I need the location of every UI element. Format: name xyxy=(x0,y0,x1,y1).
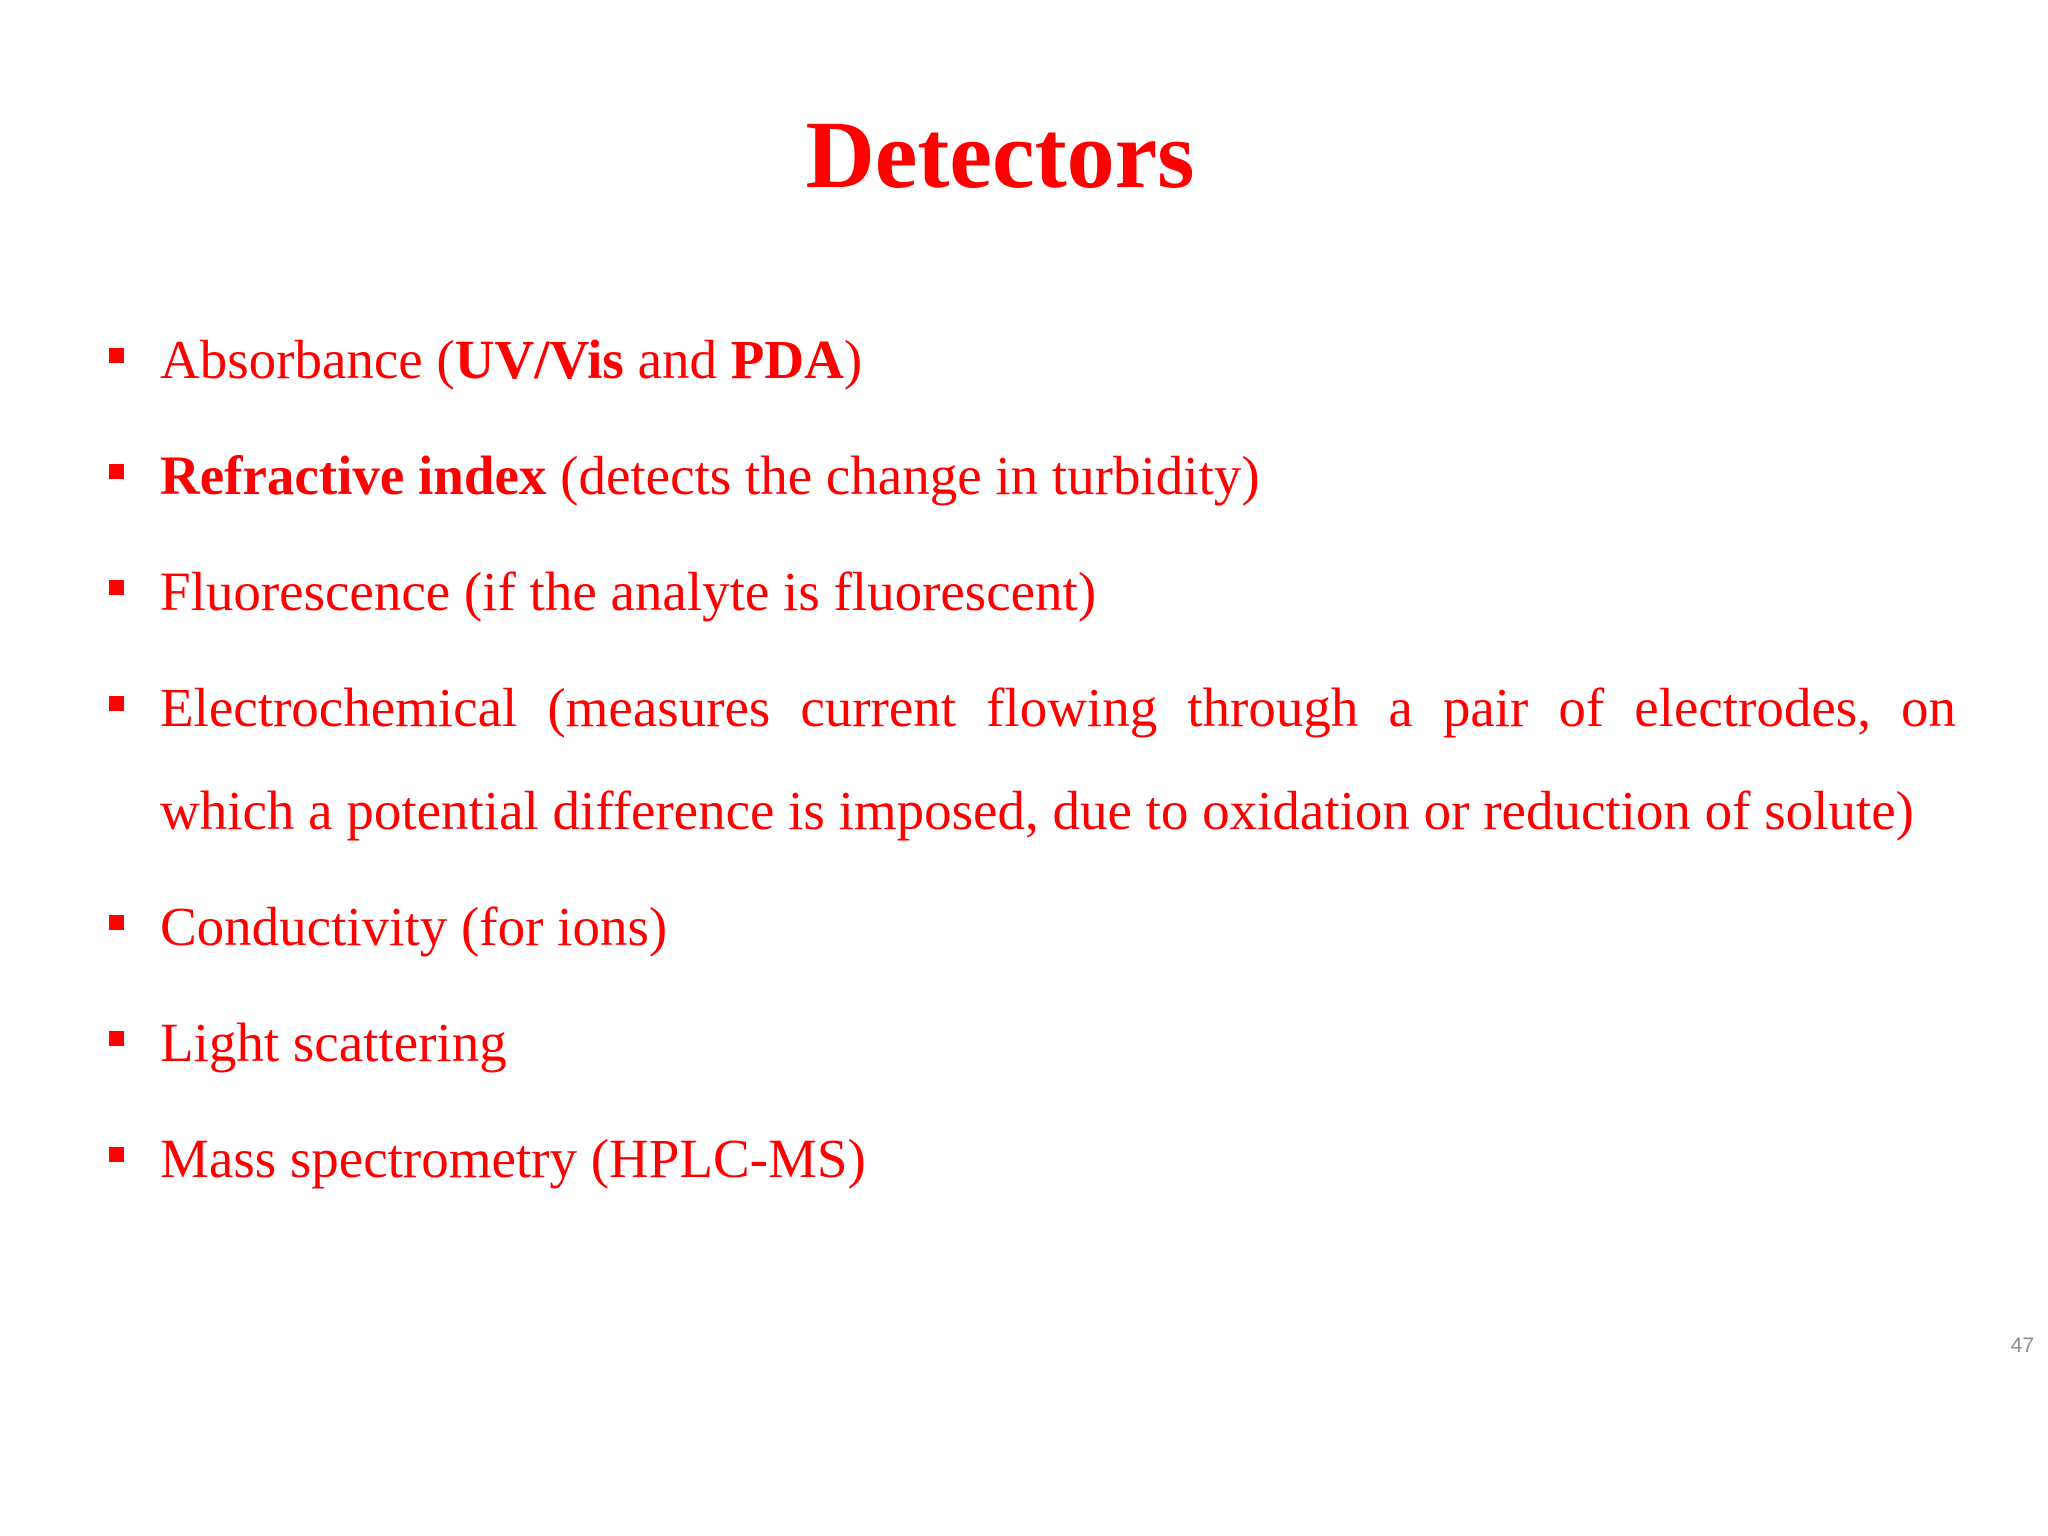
bullet-item-light-scattering xyxy=(106,991,1956,1094)
square-bullet-icon xyxy=(109,348,124,363)
bullet-item-mass-spectrometry xyxy=(106,1107,1956,1210)
bullet-item-electrochemical xyxy=(106,656,1956,862)
bullet-text: Light scattering xyxy=(160,1012,507,1073)
square-bullet-icon xyxy=(109,696,124,711)
bullet-text: Absorbance ( xyxy=(160,329,455,390)
bullet-text: Mass spectrometry (HPLC-MS) xyxy=(160,1128,866,1189)
bullet-item-refractive-index xyxy=(106,424,1956,527)
bullet-text: (detects the change in turbidity) xyxy=(546,445,1260,506)
bullet-text: Conductivity (for ions) xyxy=(160,896,668,957)
square-bullet-icon xyxy=(109,580,124,595)
page-number: 47 xyxy=(2010,1334,2034,1357)
bullet-text: Electrochemical (measures current flowing through a pair of electrodes, on which a potential difference is imposed, due to oxidation or reduction of solute) xyxy=(160,677,1956,841)
bullet-item-fluorescence xyxy=(106,540,1956,643)
bullet-item-conductivity xyxy=(106,875,1956,978)
bullet-bold-text: UV/Vis xyxy=(454,329,624,390)
bullet-text: Fluorescence (if the analyte is fluorescent) xyxy=(160,561,1097,622)
bullet-item-absorbance xyxy=(106,308,1956,411)
square-bullet-icon xyxy=(109,1031,124,1046)
square-bullet-icon xyxy=(109,464,124,479)
bullet-list xyxy=(106,308,1956,1223)
square-bullet-icon xyxy=(109,1147,124,1162)
square-bullet-icon xyxy=(109,915,124,930)
bullet-text: and xyxy=(623,329,731,390)
bullet-bold-text: PDA xyxy=(730,329,844,390)
bullet-text: ) xyxy=(843,329,863,390)
bullet-bold-text: Refractive index xyxy=(160,445,547,506)
slide-title: Detectors xyxy=(805,101,1195,208)
